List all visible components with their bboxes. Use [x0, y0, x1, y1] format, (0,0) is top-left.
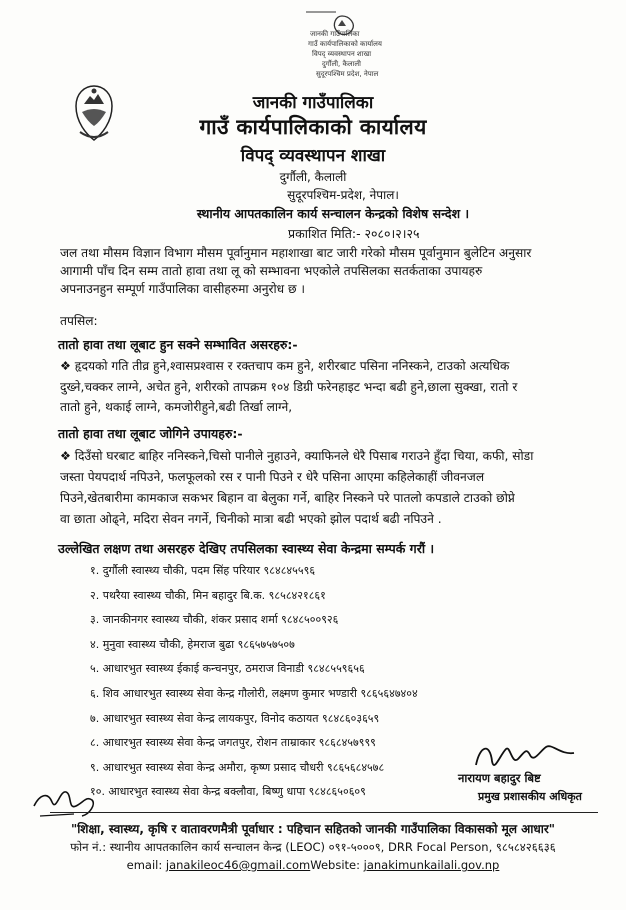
list-item: ७. आधारभुत स्वास्थ्य सेवा केन्द्र लायकपुर, विनोद कठायत ९८४८६०३६५९	[90, 711, 380, 725]
list-item: ४. मुनुवा स्वास्थ्य चौकी, हेमराज बुढा ९८६५७५७५०७	[90, 637, 295, 651]
effects-line: तातो हुने, थकाई लाग्ने, कमजोरीहुने,बढी तिर्खा लाग्ने,	[60, 400, 293, 414]
list-item: १. दुर्गौली स्वास्थ्य चौकी, पदम सिंह परियार ९८४८४५५९६	[90, 564, 316, 577]
effects-line: दुख्ने,चक्कर लाग्ने, अचेत हुने, शरीरको तापक्रम १०४ डिग्री फरेनहाइट भन्दा बढी हुने,छाला सुक्खा, रातो र	[60, 379, 518, 394]
province-line: सुदूरपश्चिम-प्रदेश, नेपाल।	[287, 188, 399, 202]
website-link[interactable]: janakimunkailali.gov.np	[363, 858, 500, 872]
intro-paragraph	[60, 244, 531, 298]
message-title: स्थानीय आपतकालिन कार्य सन्चालन केन्द्रको विशेष सन्देश ।	[196, 206, 470, 221]
list-item: ५. आधारभुत स्वास्थ्य ईकाई कन्चनपुर, ठमराज विनाडी ९८४८५५९६५६	[90, 662, 365, 676]
list-item: ८. आधारभुत स्वास्थ्य सेवा केन्द्र जगतपुर, रोशन ताम्राकार ९८६८४५७९९९	[90, 736, 376, 750]
intro-line: आगामी पाँच दिन सम्म तातो हावा तथा लू को सम्भावना भएकोले तपसिलका सतर्कताका उपायहरु	[60, 264, 483, 278]
office-seal-icon	[296, 6, 386, 82]
email-label: email:	[126, 858, 166, 872]
municipality-name: जानकी गाउँपालिका	[252, 93, 374, 113]
list-item: २. पथरैया स्वास्थ्य चौकी, मिन बहादुर बि.क. ९८५८४२१८६१	[90, 588, 326, 602]
intro-line: अपनाउनहुन सम्पूर्ण गाउँपालिका वासीहरुमा अनुरोध छ ।	[60, 282, 306, 296]
seal-text-3: विपद् व्यवस्थापन शाखा	[312, 50, 372, 58]
footer-contact	[0, 858, 626, 872]
branch-name: विपद् व्यवस्थापन शाखा	[240, 146, 386, 166]
seal-text-2: गाउँ कार्यपालिकाको कार्यालय	[308, 40, 382, 48]
contact-list	[90, 563, 418, 809]
prevention-body	[60, 446, 533, 530]
prevention-line: वा छाता ओढ्ने, मदिरा सेवन नगर्ने, चिनीको मात्रा बढी भएको झोल पदार्थ बढी नपिउने .	[60, 512, 442, 526]
signatory-name: नारायण बहादुर बिष्ट	[458, 771, 541, 785]
prevention-line: ❖ दिउँसो घरबाट बाहिर ननिस्कने,चिसो पानीले नुहाउने, क्याफिनले धेरै पिसाब गराउने हुँदा चिया, कफी, सोडा	[60, 449, 534, 463]
email-link[interactable]: janakileoc46@gmail.com	[165, 858, 311, 872]
footer-phone: फोन नं.: स्थानीय आपतकालिन कार्य सन्चालन केन्द्र (LEOC) ०९१-५०००९, DRR Focal Person, ९८५८४२६६३६	[70, 840, 556, 854]
intro-line: जल तथा मौसम विज्ञान विभाग मौसम पूर्वानुमान महाशाखा बाट जारी गरेको मौसम पूर्वानुमान बुलेटिन अनुसार	[60, 246, 532, 260]
published-date: प्रकाशित मिति:- २०८०।२।२५	[288, 226, 420, 241]
list-item: ३. जानकीनगर स्वास्थ्य चौकी, शंकर प्रसाद शर्मा ९८४८५००९२६	[90, 613, 339, 627]
tapsil-label: तपसिल:	[60, 314, 98, 328]
seal-text-5: सुदूरपश्चिम प्रदेश, नेपाल	[316, 70, 379, 78]
contact-heading: उल्लेखित लक्षण तथा असरहरु देखिए तपसिलका स्वास्थ्य सेवा केन्द्रमा सम्पर्क गरौं ।	[58, 541, 435, 556]
signatory-title: प्रमुख प्रशासकीय अधिकृत	[478, 790, 582, 803]
address-line: दुर्गौली, कैलाली	[279, 170, 347, 184]
list-item: ९. आधारभुत स्वास्थ्य सेवा केन्द्र अमौरा, कृष्ण प्रसाद चौधरी ९८६५६८४५७८	[90, 760, 385, 774]
effects-line: ❖ हृदयको गति तीव्र हुने,श्वासप्रश्वास र रक्तचाप कम हुने, शरीरबाट पसिना ननिस्कने, टाउको अत्यधिक	[60, 359, 510, 373]
office-name: गाउँ कार्यपालिकाको कार्यालय	[199, 115, 427, 139]
left-signature-icon	[30, 780, 102, 824]
footer-motto: "शिक्षा, स्वास्थ्य, कृषि र वातावरणमैत्री पूर्वाधार : पहिचान सहितको जानकी गाउँपालिका विकासको मूल आधार"	[70, 822, 556, 836]
effects-body	[60, 356, 517, 418]
effects-heading: तातो हावा तथा लूबाट हुन सक्ने सम्भावित असरहरु:-	[58, 337, 298, 352]
seal-text-4: दुर्गौली, कैलाली	[322, 60, 361, 68]
prevention-line: पिउने,खेतबारीमा कामकाज सकभर बिहान वा बेलुका गर्ने, बाहिर निस्कने परे पातलो कपडाले टाउको छोप्ने	[60, 491, 515, 505]
footer-divider	[50, 812, 598, 813]
list-item: १०. आधारभुत स्वास्थ्य सेवा केन्द्र बक्लौवा, बिष्णु धापा ९८४८६५०६०९	[90, 785, 366, 799]
prevention-heading: तातो हावा तथा लूबाट जोगिने उपायहरु:-	[58, 426, 243, 441]
seal-text-1: जानकी गाउँपालिका	[310, 30, 360, 38]
website-label: Website:	[310, 858, 364, 872]
prevention-line: जस्ता पेयपदार्थ नपिउने, फलफूलको रस र पानी पिउने र धेरै पसिना आएमा कहिलेकाहीं जीवनजल	[60, 470, 485, 484]
list-item: ६. शिव आधारभुत स्वास्थ्य सेवा केन्द्र गौलोरी, लक्ष्मण कुमार भण्डारी ९८६५६४७४०४	[90, 686, 418, 700]
